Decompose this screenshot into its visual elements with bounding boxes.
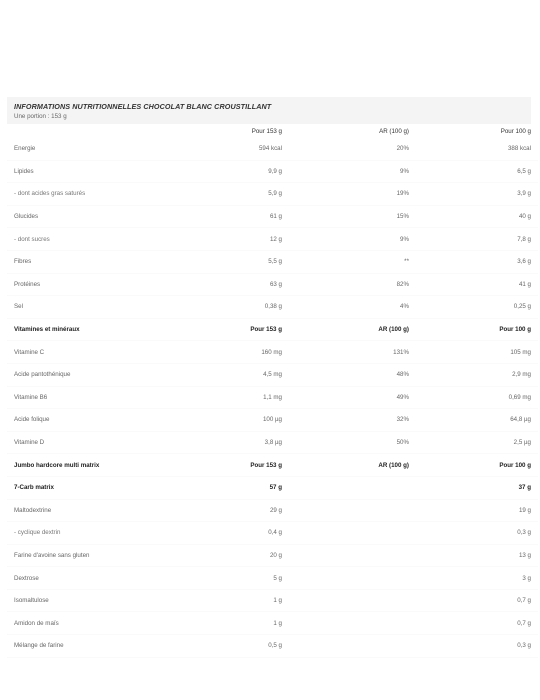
per-serving-value: 0,5 g <box>132 635 282 658</box>
per-100g-value: 0,7 g <box>409 589 538 612</box>
row-label: Farine d'avoine sans gluten <box>7 544 132 567</box>
ar-value: 19% <box>282 183 409 206</box>
per-serving-value: 5,5 g <box>132 250 282 273</box>
per-serving-value: 57 g <box>132 476 282 499</box>
per-serving-value: 63 g <box>132 273 282 296</box>
per-100g-value: 37 g <box>409 476 538 499</box>
table-row <box>7 138 538 160</box>
row-label: Isomaltulose <box>7 589 132 612</box>
ar-value: 49% <box>282 386 409 409</box>
ar-value: 82% <box>282 273 409 296</box>
row-label: Acide pantothénique <box>7 363 132 386</box>
table-row <box>7 431 538 454</box>
per-serving-value: 5 g <box>132 567 282 590</box>
column-header-per-100g: Pour 100 g <box>500 127 531 135</box>
ar-value <box>282 567 409 590</box>
row-label: Amidon de maïs <box>7 612 132 635</box>
table-row <box>7 589 538 612</box>
table-row <box>7 250 538 273</box>
ar-value <box>282 635 409 658</box>
row-label: Mélange de farine <box>7 635 132 658</box>
per-serving-value: Pour 153 g <box>132 454 282 477</box>
per-serving-value: Pour 153 g <box>132 318 282 341</box>
ar-value <box>282 476 409 499</box>
per-100g-value: 2,9 mg <box>409 363 538 386</box>
row-label: - dont acides gras saturés <box>7 183 132 206</box>
per-100g-value: 64,8 µg <box>409 409 538 432</box>
column-header-ar: AR (100 g) <box>379 127 409 135</box>
table-row <box>7 635 538 658</box>
row-label: Vitamine B6 <box>7 386 132 409</box>
per-serving-value: 1 g <box>132 589 282 612</box>
section-header-row <box>7 454 538 477</box>
column-header-row <box>7 124 538 138</box>
portion-size: Une portion : 153 g <box>14 113 67 120</box>
ar-value: 9% <box>282 160 409 183</box>
per-100g-value: 0,69 mg <box>409 386 538 409</box>
table-row <box>7 273 538 296</box>
nutrition-table <box>7 124 538 658</box>
per-100g-value: 40 g <box>409 205 538 228</box>
table-row <box>7 499 538 522</box>
ar-value <box>282 544 409 567</box>
table-row <box>7 205 538 228</box>
row-label: Acide folique <box>7 409 132 432</box>
table-row <box>7 476 538 499</box>
per-100g-value: 13 g <box>409 544 538 567</box>
per-100g-value: 3 g <box>409 567 538 590</box>
row-label: Glucides <box>7 205 132 228</box>
ar-value: 9% <box>282 228 409 251</box>
row-label: Jumbo hardcore multi matrix <box>7 454 132 477</box>
row-label: - dont sucres <box>7 228 132 251</box>
per-100g-value: 0,3 g <box>409 635 538 658</box>
row-label: Fibres <box>7 250 132 273</box>
per-100g-value: 0,25 g <box>409 296 538 319</box>
table-row <box>7 363 538 386</box>
per-100g-value: 105 mg <box>409 341 538 364</box>
per-serving-value: 0,38 g <box>132 296 282 319</box>
per-serving-value: 0,4 g <box>132 522 282 545</box>
per-serving-value: 100 µg <box>132 409 282 432</box>
ar-value: ** <box>282 250 409 273</box>
table-row <box>7 544 538 567</box>
per-serving-value: 61 g <box>132 205 282 228</box>
table-row <box>7 567 538 590</box>
table-header-block <box>7 97 531 124</box>
ar-value: 15% <box>282 205 409 228</box>
ar-value <box>282 612 409 635</box>
page-title: INFORMATIONS NUTRITIONNELLES CHOCOLAT BLANC CROUSTILLANT <box>14 102 272 111</box>
row-label: Vitamines et minéraux <box>7 318 132 341</box>
per-serving-value: 594 kcal <box>132 138 282 160</box>
ar-value: AR (100 g) <box>282 454 409 477</box>
per-serving-value: 20 g <box>132 544 282 567</box>
row-label: Vitamine C <box>7 341 132 364</box>
table-row <box>7 522 538 545</box>
ar-value: 32% <box>282 409 409 432</box>
ar-value <box>282 522 409 545</box>
per-100g-value: 0,3 g <box>409 522 538 545</box>
row-label: Maltodextrine <box>7 499 132 522</box>
per-serving-value: 5,9 g <box>132 183 282 206</box>
per-100g-value: 3,6 g <box>409 250 538 273</box>
ar-value: 50% <box>282 431 409 454</box>
per-serving-value: 29 g <box>132 499 282 522</box>
table-row <box>7 160 538 183</box>
per-100g-value: 6,5 g <box>409 160 538 183</box>
row-label: 7-Carb matrix <box>7 476 132 499</box>
per-100g-value: 41 g <box>409 273 538 296</box>
per-100g-value: Pour 100 g <box>409 454 538 477</box>
per-serving-value: 12 g <box>132 228 282 251</box>
column-header-label <box>7 124 132 138</box>
row-label: Lipides <box>7 160 132 183</box>
row-label: Dextrose <box>7 567 132 590</box>
table-row <box>7 386 538 409</box>
per-100g-value: 19 g <box>409 499 538 522</box>
per-100g-value: 3,9 g <box>409 183 538 206</box>
per-100g-value: 7,8 g <box>409 228 538 251</box>
ar-value: 131% <box>282 341 409 364</box>
row-label: Energie <box>7 138 132 160</box>
table-row <box>7 409 538 432</box>
ar-value: 4% <box>282 296 409 319</box>
ar-value <box>282 499 409 522</box>
ar-value <box>282 589 409 612</box>
ar-value: 20% <box>282 138 409 160</box>
nutrition-sheet <box>7 97 531 658</box>
row-label: Vitamine D <box>7 431 132 454</box>
per-serving-value: 1 g <box>132 612 282 635</box>
table-row <box>7 341 538 364</box>
per-serving-value: 1,1 mg <box>132 386 282 409</box>
section-header-row <box>7 318 538 341</box>
row-label: - cyclique dextrin <box>7 522 132 545</box>
ar-value: AR (100 g) <box>282 318 409 341</box>
per-serving-value: 3,8 µg <box>132 431 282 454</box>
per-serving-value: 9,9 g <box>132 160 282 183</box>
table-row <box>7 296 538 319</box>
row-label: Sel <box>7 296 132 319</box>
row-label: Protéines <box>7 273 132 296</box>
table-row <box>7 183 538 206</box>
column-header-per-serving: Pour 153 g <box>251 127 282 135</box>
table-row <box>7 228 538 251</box>
per-100g-value: 0,7 g <box>409 612 538 635</box>
per-serving-value: 160 mg <box>132 341 282 364</box>
per-100g-value: Pour 100 g <box>409 318 538 341</box>
per-serving-value: 4,5 mg <box>132 363 282 386</box>
ar-value: 48% <box>282 363 409 386</box>
per-100g-value: 388 kcal <box>409 138 538 160</box>
table-row <box>7 612 538 635</box>
nutrition-rows <box>7 138 538 657</box>
per-100g-value: 2,5 µg <box>409 431 538 454</box>
